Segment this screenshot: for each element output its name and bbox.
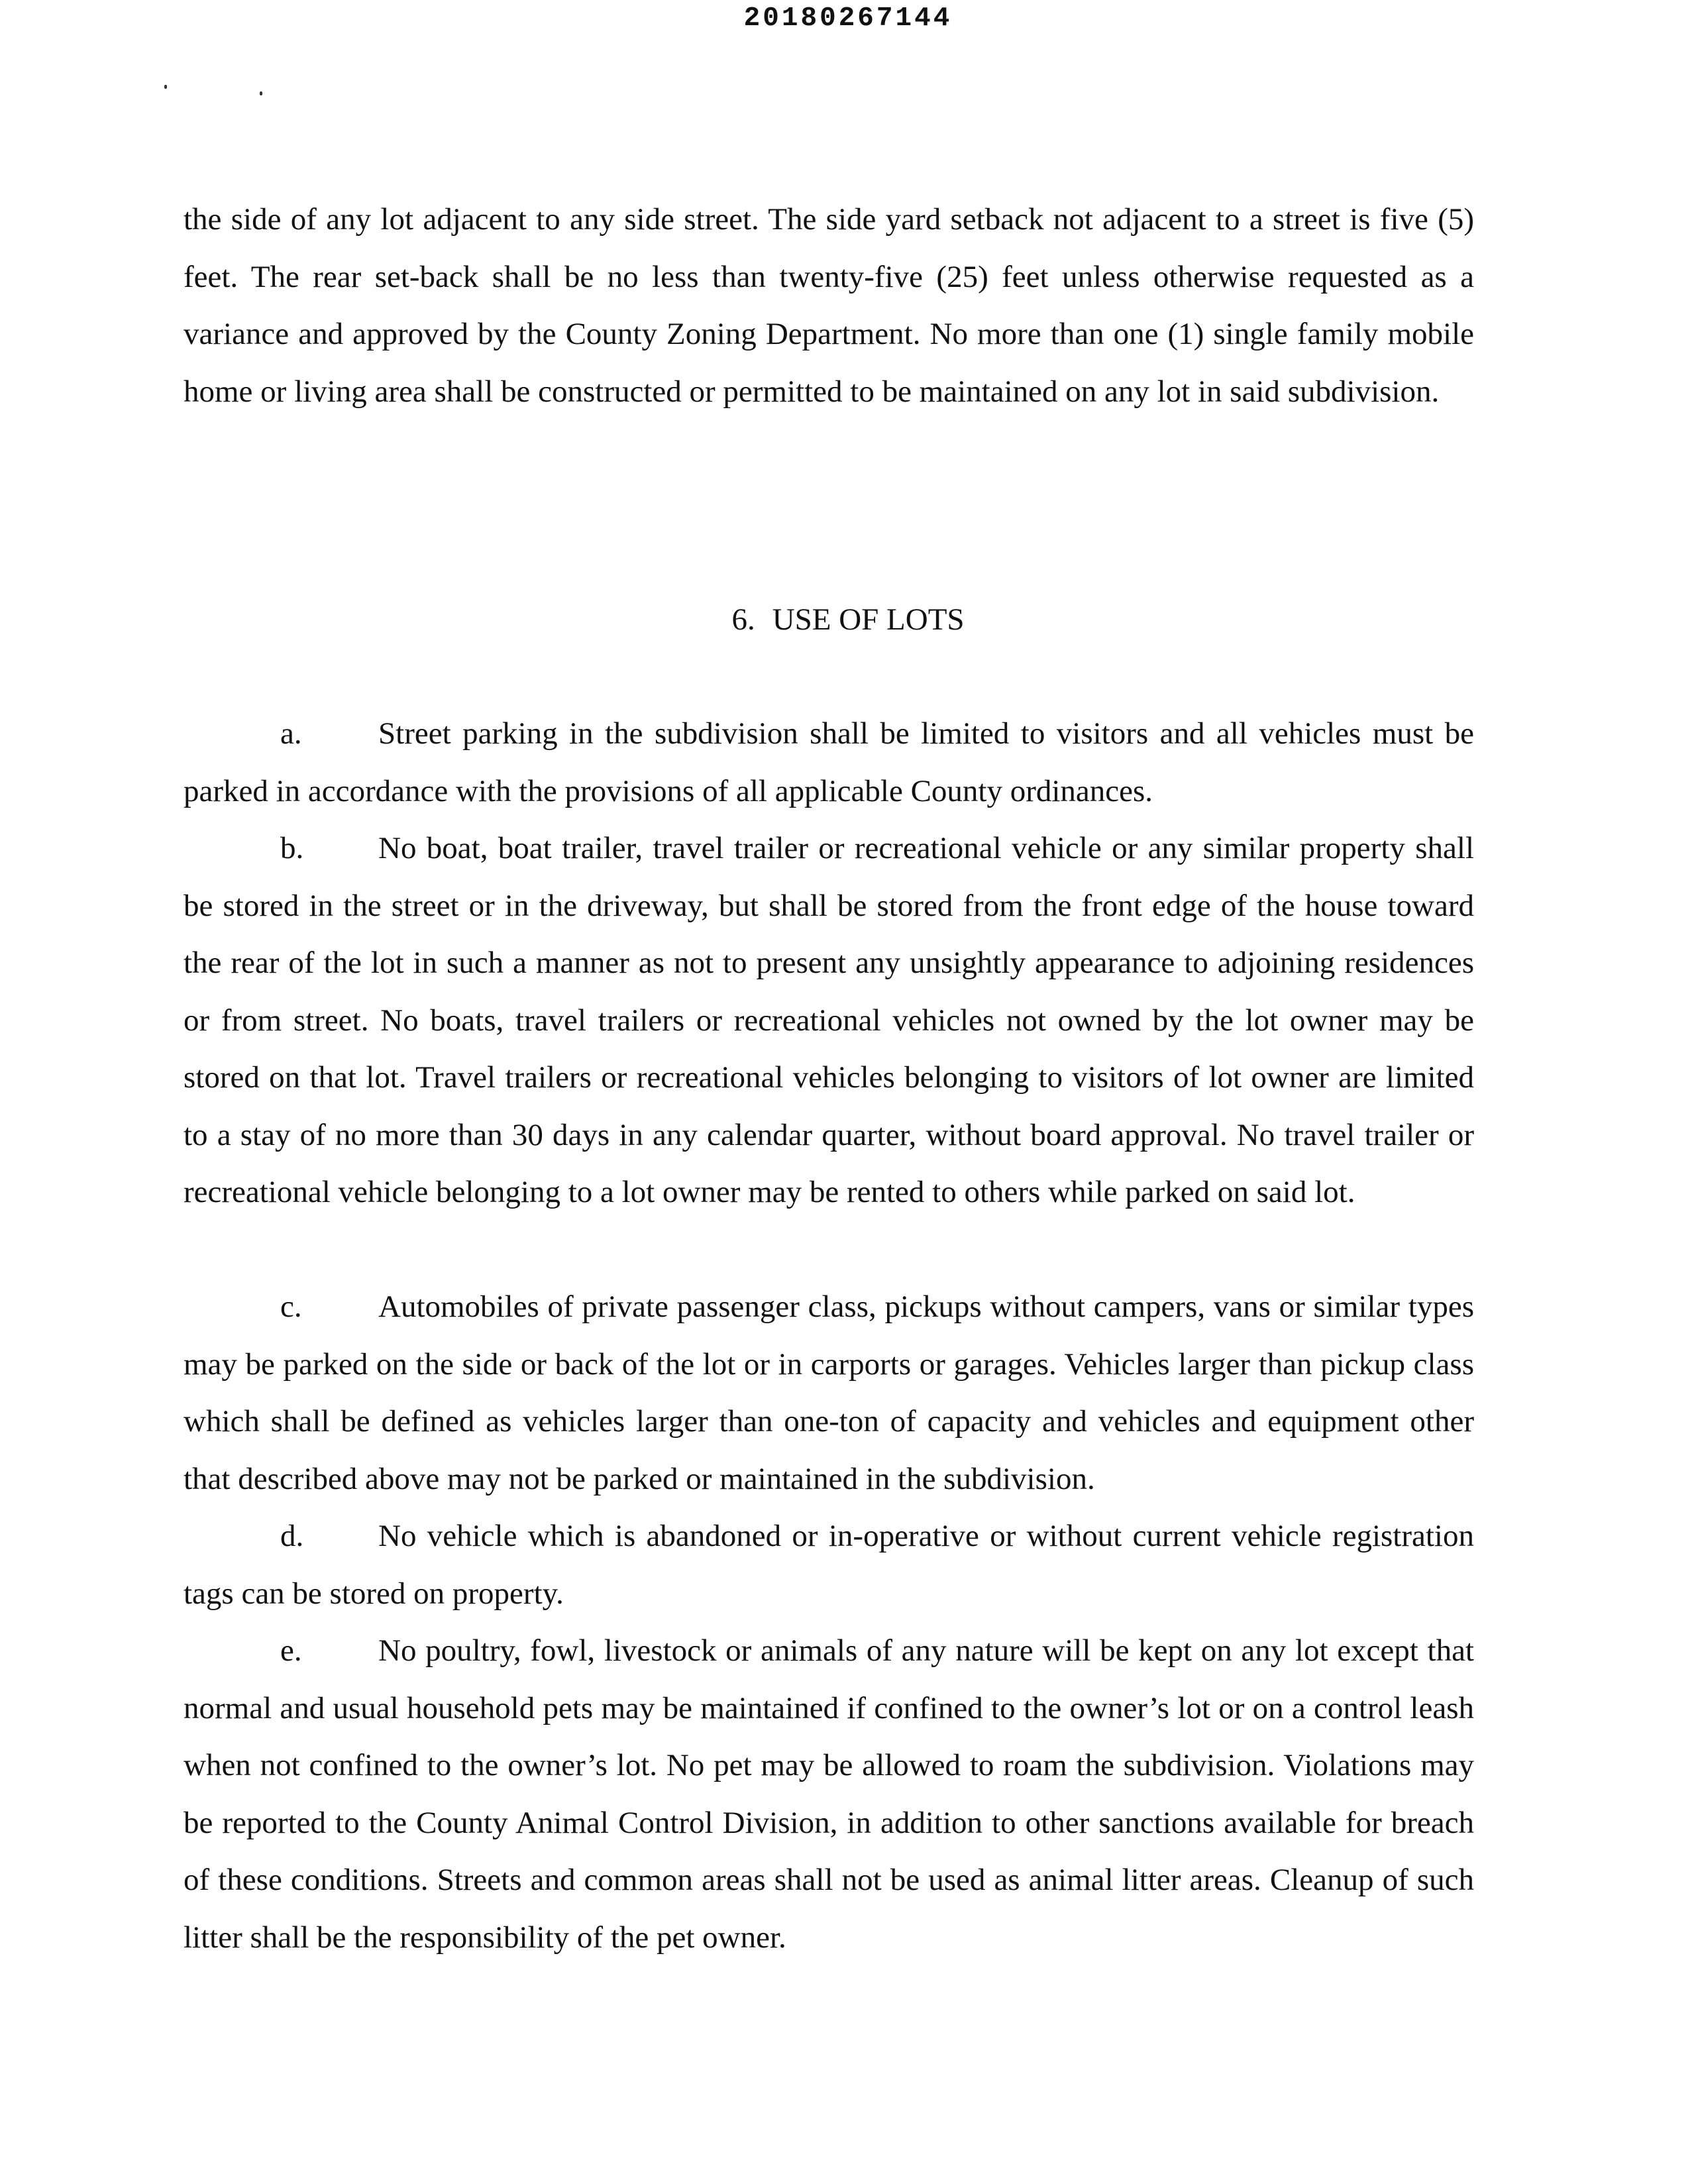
list-item (184, 1622, 1474, 1966)
list-item (184, 1507, 1474, 1622)
section-heading (0, 591, 1696, 648)
scan-speck (260, 91, 262, 95)
item-text: Street parking in the subdivision shall be limited to visitors and all vehicles must be parked in accordance with the provisions of all applicable County ordinances. (184, 716, 1474, 808)
item-label: e. (280, 1633, 302, 1668)
item-label: d. (280, 1519, 304, 1553)
item-text: No vehicle which is abandoned or in-operative or without current vehicle registration tags can be stored on property. (184, 1519, 1474, 1611)
section-number: 6. (731, 602, 755, 637)
list-item (184, 705, 1474, 820)
document-number: 20180267144 (743, 3, 953, 34)
item-text: No poultry, fowl, livestock or animals of any nature will be kept on any lot except that normal and usual household pets may be maintained if confined to the owner’s lot or on a control leash when not confined to the owner’s lot. No pet may be allowed to roam the subdivision. Violations may be reported to the County Animal Control Division, in addition to other sanctions available for breach of these conditions. Streets and common areas shall not be used as animal litter areas. Cleanup of such litter shall be the responsibility of the pet owner. (184, 1633, 1474, 1955)
list-item (184, 1278, 1474, 1507)
item-label: a. (280, 716, 302, 751)
list-item (184, 820, 1474, 1221)
item-text: Automobiles of private passenger class, pickups without campers, vans or similar types may be parked on the side or back of the lot or in carports or garages. Vehicles larger than pickup class which shall be defined as vehicles larger than one-ton of capacity and vehicles and equipment other that described above may not be parked or maintained in the subdivision. (184, 1289, 1474, 1496)
scan-speck (164, 85, 167, 89)
item-label: b. (280, 831, 304, 865)
continuation-paragraph: the side of any lot adjacent to any side street. The side yard setback not adjacent to a street is five (5) feet. The rear set-back shall be no less than twenty-five (25) feet unless otherwise requested as a variance and approved by the County Zoning Department. No more than one (1) single family mobile home or living area shall be constructed or permitted to be maintained on any lot in said subdivision. (184, 202, 1474, 409)
item-text: No boat, boat trailer, travel trailer or recreational vehicle or any similar property shall be stored in the street or in the driveway, but shall be stored from the front edge of the house toward the rear of the lot in such a manner as not to present any unsightly appearance to adjoining residences or from street. No boats, travel trailers or recreational vehicles not owned by the lot owner may be stored on that lot. Travel trailers or recreational vehicles belonging to visitors of lot owner are limited to a stay of no more than 30 days in any calendar quarter, without board approval. No travel trailer or recreational vehicle belonging to a lot owner may be rented to others while parked on said lot. (184, 831, 1474, 1209)
item-label: c. (280, 1289, 302, 1324)
section-title: USE OF LOTS (772, 602, 965, 637)
